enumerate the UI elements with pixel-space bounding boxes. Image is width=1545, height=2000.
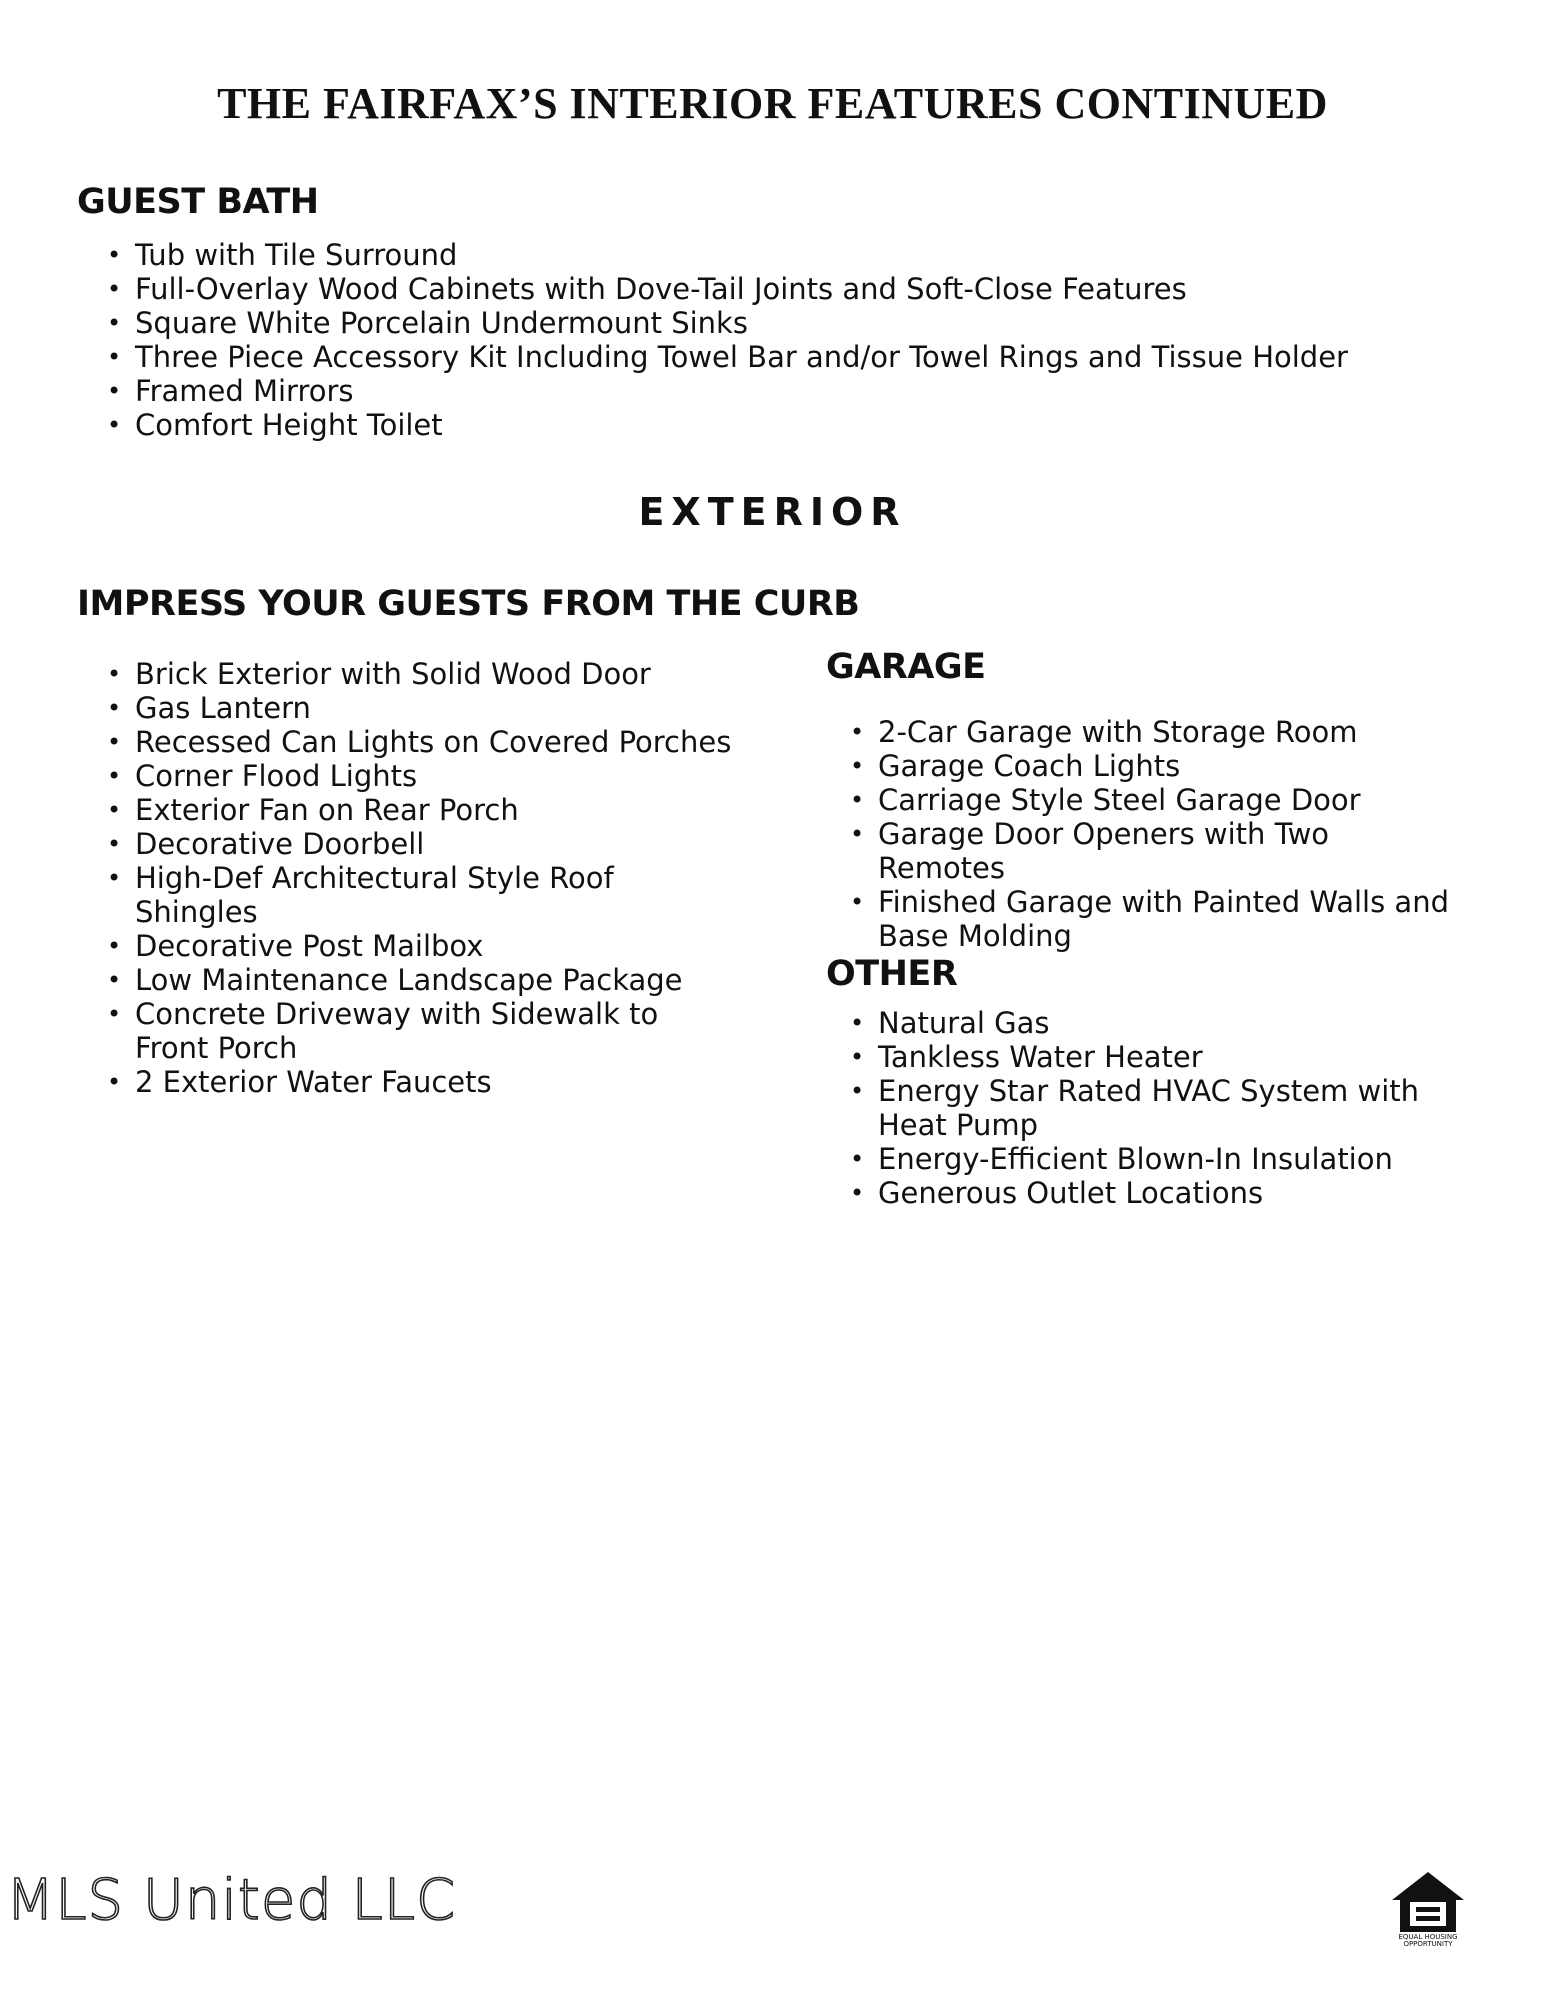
watermark-text: MLS United LLC	[6, 1868, 457, 1933]
guest-bath-list	[77, 238, 1477, 442]
exterior-heading: EXTERIOR	[638, 490, 907, 534]
list-item: • Full-Overlay Wood Cabinets with Dove-Tail Joints and Soft-Close Features	[77, 272, 1477, 306]
list-item: • Low Maintenance Landscape Package	[77, 963, 737, 997]
list-item: • Generous Outlet Locations	[820, 1176, 1420, 1210]
equal-housing-icon	[1390, 1870, 1466, 1934]
list-item: • Three Piece Accessory Kit Including Towel Bar and/or Towel Rings and Tissue Holder	[77, 340, 1477, 374]
garage-list	[820, 715, 1460, 953]
list-item: • Decorative Post Mailbox	[77, 929, 737, 963]
equal-housing-line2: OPPORTUNITY	[1403, 1940, 1453, 1948]
list-item: • High-Def Architectural Style Roof Shingles	[77, 861, 737, 929]
list-item: • Carriage Style Steel Garage Door	[820, 783, 1460, 817]
list-item: • Framed Mirrors	[77, 374, 1477, 408]
list-item: • Square White Porcelain Undermount Sinks	[77, 306, 1477, 340]
page-title: THE FAIRFAX’S INTERIOR FEATURES CONTINUED	[217, 79, 1328, 128]
list-item: • Garage Coach Lights	[820, 749, 1460, 783]
list-item: • Energy Star Rated HVAC System with Heat Pump	[820, 1074, 1420, 1142]
list-item: • Garage Door Openers with Two Remotes	[820, 817, 1460, 885]
list-item: • Exterior Fan on Rear Porch	[77, 793, 737, 827]
curb-heading: IMPRESS YOUR GUESTS FROM THE CURB	[77, 584, 860, 624]
list-item: • Recessed Can Lights on Covered Porches	[77, 725, 737, 759]
list-item: • Finished Garage with Painted Walls and Base Molding	[820, 885, 1460, 953]
list-item: • Gas Lantern	[77, 691, 737, 725]
equal-housing-line1: EQUAL HOUSING	[1398, 1933, 1458, 1941]
curb-list	[77, 657, 737, 1099]
list-item: • Corner Flood Lights	[77, 759, 737, 793]
other-heading: OTHER	[826, 954, 958, 994]
equal-housing-logo	[1388, 1870, 1468, 1948]
other-list	[820, 1006, 1420, 1210]
list-item: • 2 Exterior Water Faucets	[77, 1065, 737, 1099]
list-item: • Comfort Height Toilet	[77, 408, 1477, 442]
garage-heading: GARAGE	[826, 647, 986, 687]
list-item: • Brick Exterior with Solid Wood Door	[77, 657, 737, 691]
guest-bath-heading: GUEST BATH	[77, 182, 319, 222]
list-item: • Concrete Driveway with Sidewalk to Front Porch	[77, 997, 737, 1065]
list-item: • Natural Gas	[820, 1006, 1420, 1040]
list-item: • Tankless Water Heater	[820, 1040, 1420, 1074]
mls-watermark	[6, 1868, 456, 1933]
list-item: • Energy-Efficient Blown-In Insulation	[820, 1142, 1420, 1176]
list-item: • Decorative Doorbell	[77, 827, 737, 861]
list-item: • Tub with Tile Surround	[77, 238, 1477, 272]
list-item: • 2-Car Garage with Storage Room	[820, 715, 1460, 749]
